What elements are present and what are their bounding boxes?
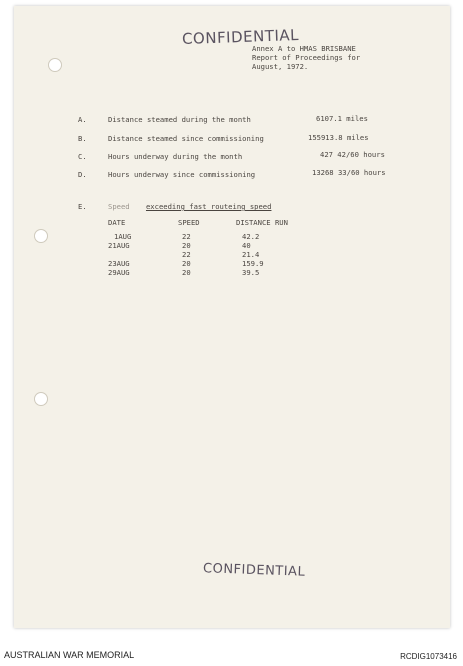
table-cell-date: 21AUG bbox=[108, 241, 130, 250]
item-letter: C. bbox=[78, 152, 87, 161]
punch-hole-bottom bbox=[34, 392, 48, 406]
confidential-stamp-bottom: CONFIDENTIAL bbox=[202, 561, 306, 580]
heading-text: exceeding fast routeing speed bbox=[145, 202, 272, 211]
item-value: 155913.8 miles bbox=[308, 133, 369, 142]
document-page bbox=[14, 6, 450, 628]
table-cell-date: 1AUG bbox=[114, 232, 132, 241]
column-header-speed: SPEED bbox=[178, 218, 200, 227]
item-letter: A. bbox=[78, 115, 87, 124]
table-cell-speed: 22 bbox=[182, 250, 191, 259]
item-letter: D. bbox=[78, 170, 87, 179]
column-header-distance: DISTANCE RUN bbox=[236, 218, 288, 227]
item-label: Distance steamed since commissioning bbox=[108, 134, 264, 143]
annex-line: Report of Proceedings for bbox=[252, 53, 361, 62]
table-cell-distance: 40 bbox=[242, 241, 251, 250]
table-cell-date: 29AUG bbox=[108, 268, 130, 277]
section-letter: E. bbox=[78, 202, 87, 211]
heading-faint-text: Speed bbox=[108, 202, 130, 211]
table-cell-speed: 20 bbox=[182, 259, 191, 268]
item-label: Hours underway since commissioning bbox=[108, 170, 256, 179]
table-cell-distance: 159.9 bbox=[242, 259, 264, 268]
punch-hole-top bbox=[48, 58, 62, 72]
table-cell-speed: 20 bbox=[182, 241, 191, 250]
confidential-stamp-top: CONFIDENTIAL bbox=[181, 25, 300, 49]
item-letter: B. bbox=[78, 134, 87, 143]
item-value: 6107.1 miles bbox=[316, 114, 368, 123]
table-cell-distance: 39.5 bbox=[242, 268, 260, 277]
table-cell-distance: 42.2 bbox=[242, 232, 260, 241]
table-cell-speed: 22 bbox=[182, 232, 191, 241]
column-header-date: DATE bbox=[108, 218, 126, 227]
punch-hole-middle bbox=[34, 229, 48, 243]
item-value: 427 42/60 hours bbox=[320, 150, 385, 159]
annex-header bbox=[252, 44, 360, 71]
item-label: Distance steamed during the month bbox=[108, 115, 251, 124]
item-label: Hours underway during the month bbox=[108, 152, 243, 161]
annex-line: August, 1972. bbox=[252, 62, 309, 71]
table-cell-speed: 20 bbox=[182, 268, 191, 277]
table-cell-date: 23AUG bbox=[108, 259, 130, 268]
annex-line: Annex A to HMAS BRISBANE bbox=[252, 44, 356, 53]
item-value: 13268 33/60 hours bbox=[312, 168, 386, 177]
table-cell-distance: 21.4 bbox=[242, 250, 260, 259]
record-id: RCDIG1073416 bbox=[400, 652, 457, 661]
institution-label: AUSTRALIAN WAR MEMORIAL bbox=[4, 650, 135, 660]
section-e-heading bbox=[108, 202, 271, 211]
